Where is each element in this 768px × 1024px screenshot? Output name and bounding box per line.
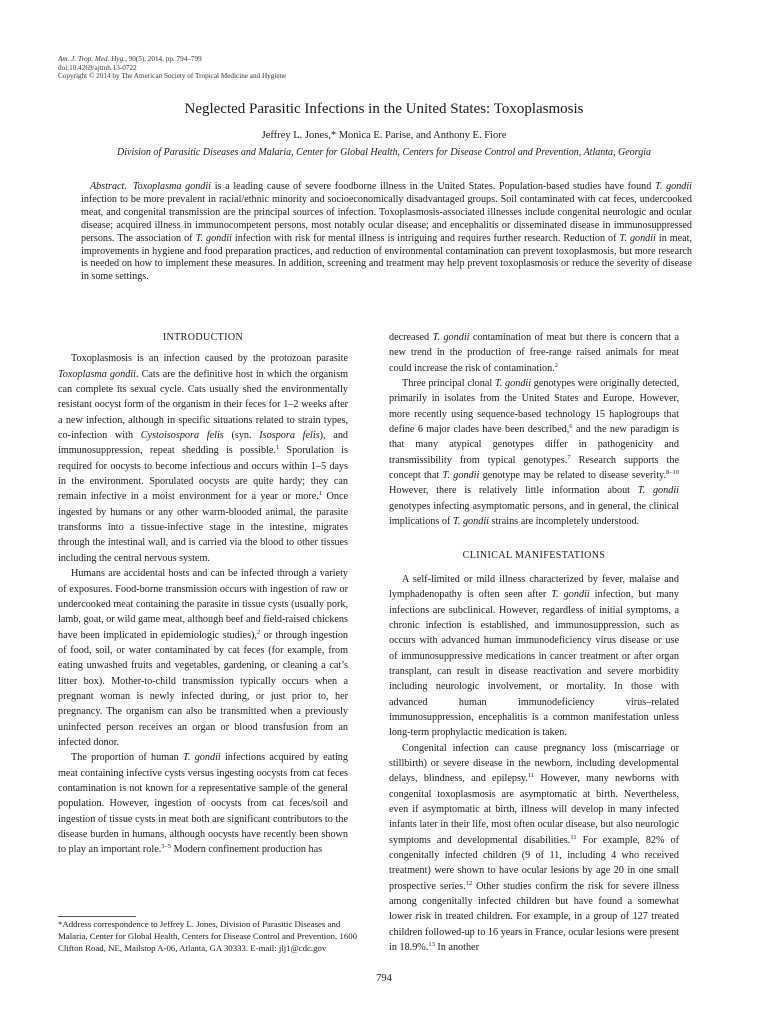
abstract-text: in meat, improvements in hygiene and food preparation practices, and reduction of environmental contamination can prevent toxoplasmosis, but more research is needed on how to implement these measures. In addition, screening and treatment may help prevent toxoplasmosis or reduce the severity of disease in some settings. (81, 232, 693, 283)
text: However, many newborns with congenital toxoplasmosis are asymptomatic at birth. Nevertheless, even if asymptomatic at birth, illness will develop in many infected infants later in their life, most often ocular disease, but also neurologic symptoms and developmental disabilities. (389, 773, 679, 846)
reference-marker: 2 (256, 628, 261, 636)
abstract (81, 181, 692, 284)
section-heading-clinical-manifestations: CLINICAL MANIFESTATIONS (462, 550, 606, 562)
page-number: 794 (376, 973, 392, 984)
species-name: Cystoisospora felis (140, 430, 224, 442)
paragraph (389, 741, 679, 956)
journal-volume: , 90(5), 2014, pp. 794–799 (125, 55, 202, 63)
reference-marker: 11 (570, 833, 577, 841)
reference-marker: 12 (465, 879, 473, 887)
text: Congenital infection can cause pregnancy loss (miscarriage or stillbirth) or severe disease in the newborn, including developmental delays, blindness, and epilepsy. (389, 742, 679, 785)
text: genotype may be related to disease severity. (479, 470, 666, 482)
species-name: Toxoplasma gondii (132, 181, 211, 192)
text: Once ingested by humans or any other warm-blooded animal, the parasite transforms into a tissue-infective stage in the intestine, migrates through the intestinal wall, and is carried via the blood to other tissues including the central nervous system. (58, 491, 348, 564)
species-name: T. gondii (494, 378, 532, 390)
reference-marker: 2 (554, 361, 559, 369)
species-name: T. gondii (432, 332, 470, 343)
species-name: T. gondii (551, 589, 590, 601)
reference-marker: 3–5 (161, 843, 172, 851)
reference-marker: 8–10 (666, 469, 679, 477)
reference-marker: 1 (275, 444, 280, 452)
species-name: Toxoplasma gondii (58, 368, 136, 380)
text: ), and immunosuppression, repeat shedding is possible. (58, 430, 349, 457)
text: . Cats are the definitive host in which the organism can complete its sexual cycle. Cats usually shed the environmentally resistant oocyst form of the organism in their feces for 1–2 weeks after a new infection, although in specific situations related to strain types, co-infection with (58, 368, 348, 442)
journal-meta (58, 55, 286, 81)
paragraph (389, 376, 679, 529)
paragraph (58, 351, 348, 566)
citation-line (58, 55, 286, 64)
reference-marker: 1 (318, 490, 323, 498)
text: or through ingestion of food, soil, or water contaminated by cat feces (for example, from eating unwashed fruits and vegetables, gardening, or cleaning a cat’s litter box). Mother-to-child transmission typically occurs when a pregnant woman is newly infected during, or just prior to, her pregnancy. The organism can also be transmitted when a previously uninfected person receives an organ or blood transfusion from an infected donor. (58, 629, 349, 748)
abstract-text: infection with risk for mental illness is intriguing and requires further research. Reduction of (231, 232, 620, 244)
text: A self-limited or mild illness characterized by fever, malaise and lymphadenopathy is often seen after (389, 573, 679, 601)
footnote-rule (58, 916, 136, 917)
species-name: T. gondii (655, 181, 692, 192)
text: Humans are accidental hosts and can be infected through a variety of exposures. Food-borne transmission occurs with ingestion of raw or undercooked meat containing the parasite in tissue cysts (usually pork, lamb, goat, or wild game meat, although beef and field-raised chickens have been implicated in epidemiologic studies), (58, 568, 348, 641)
species-name: T. gondii (195, 232, 232, 244)
text: For example, 82% of congenitally infected children (9 of 11, including 4 who received treatment) were shown to have ocular lesions by age 20 in one small prospective series. (389, 834, 679, 892)
copyright-line: Copyright © 2014 by The American Society of Tropical Medicine and Hygiene (58, 72, 287, 81)
text: However, there is relatively little information about (389, 485, 638, 497)
text: Modern confinement production has (171, 844, 323, 856)
doi-line: doi:10.4269/ajtmh.13-0722 (58, 63, 137, 72)
reference-marker: 11 (527, 772, 535, 780)
text: Sporulation is required for oocysts to become infectious and occurs within 1–5 days in the environment. Sporulated oocysts are quite hardy; they can remain infective in a moist environment for a year or more. (58, 445, 348, 503)
text: genotypes infecting asymptomatic persons, and in general, the clinical implications of (389, 500, 679, 528)
affiliation: Division of Parasitic Diseases and Malaria, Center for Global Health, Centers for Disease Control and Prevention, Atlanta, Georgia (117, 147, 651, 158)
species-name: T. gondii (637, 485, 679, 497)
text: decreased (389, 332, 433, 343)
paragraph (389, 330, 679, 376)
text: Other studies confirm the risk for severe illness among congenitally infected children but have found a somewhat lower risk in treated children. For example, in a group of 127 treated children followed-up to 16 years in France, ocular lesions were present in 18.9%. (389, 880, 680, 954)
species-name: T. gondii (452, 516, 489, 528)
abstract-text: is a leading cause of severe foodborne illness in the United States. Population-based studies have found (211, 181, 655, 192)
reference-marker: 13 (428, 941, 435, 949)
text: Toxoplasmosis is an infection caused by the protozoan parasite (71, 353, 348, 365)
text: (syn. (223, 430, 260, 442)
paragraph (389, 572, 679, 741)
text: genotypes were originally detected, primarily in isolates from the United States and Europe. However, more recently using sequence-based technology 15 haplogroups that define 6 major clades have been described, (389, 378, 679, 436)
text: contamination of meat but there is concern that a new trend in the production of free-range raised animals for meat could increase the risk of contamination. (389, 332, 679, 374)
text: and the new paradigm is that many atypical genotypes differ in pathogenicity and transmissibility from typical genotypes. (389, 424, 679, 466)
paper-title: Neglected Parasitic Infections in the United States: Toxoplasmosis (184, 101, 584, 117)
author-list: Jeffrey L. Jones,* Monica E. Parise, and Anthony E. Fiore (261, 130, 507, 141)
right-column (389, 330, 679, 955)
text: Three principal clonal (402, 378, 495, 390)
reference-marker: 6 (569, 423, 573, 431)
text: infections acquired by eating meat containing infective cysts versus ingesting oocysts from cat feces contamination is not known for a representative sample of the general population. However, ingestion of oocysts from cat feces/soil and ingestion of tissue cysts in meat both are significant contributors to the disease burden in humans, although oocysts have recently been shown to play an important role. (58, 752, 348, 856)
paragraph (58, 750, 348, 857)
abstract-text: infection to be more prevalent in racial/ethnic minority and socioeconomically disadvantaged groups. Soil contaminated with cat feces, undercooked meat, and congenital transmission are the principal sources of infection. Toxoplasmosis-associated illnesses include congenital neurologic and ocular disease; acquired illness in immunocompetent persons, most notably ocular disease; and encephalitis or disseminated disease in immunosuppressed persons. The association of (81, 193, 692, 244)
species-name: T. gondii (619, 232, 656, 244)
species-name: Isospora felis (259, 430, 320, 442)
text: strains are incompletely understood. (489, 516, 640, 528)
correspondence-footnote: *Address correspondence to Jeffrey L. Jones, Division of Parasitic Diseases and Malaria, Center for Global Health, Centers for Disease Control and Prevention, 1600 Clifton Road, NE, Mailstop A-06, Atlanta, GA 30333. E-mail: jlj1@cdc.gov (58, 919, 358, 954)
abstract-label: Abstract. (90, 181, 127, 192)
journal-name: Am. J. Trop. Med. Hyg. (58, 55, 126, 63)
text: In another (434, 942, 479, 954)
text: infection, but many infections are subclinical. However, regardless of initial symptoms, a chronic infection is established, and immunosuppression, such as occurs with advanced human immunodeficiency virus disease or use of immunosuppressive medications in cancer treatment or after organ transplant, can result in disease reactivation and severe morbidity including neurologic involvement, or mortality. In those with advanced human immunodeficiency virus–related immunosuppression, encephalitis is a common manifestation unless long-term prophylactic medication is taken. (389, 589, 679, 739)
text: The proportion of human (71, 752, 183, 764)
section-heading-introduction: INTRODUCTION (162, 332, 244, 343)
left-column (58, 330, 348, 858)
species-name: T. gondii (183, 752, 221, 764)
reference-marker: 7 (567, 453, 571, 461)
text: Research supports the concept that (389, 454, 679, 482)
paragraph (58, 566, 348, 750)
species-name: T. gondii (442, 470, 480, 482)
